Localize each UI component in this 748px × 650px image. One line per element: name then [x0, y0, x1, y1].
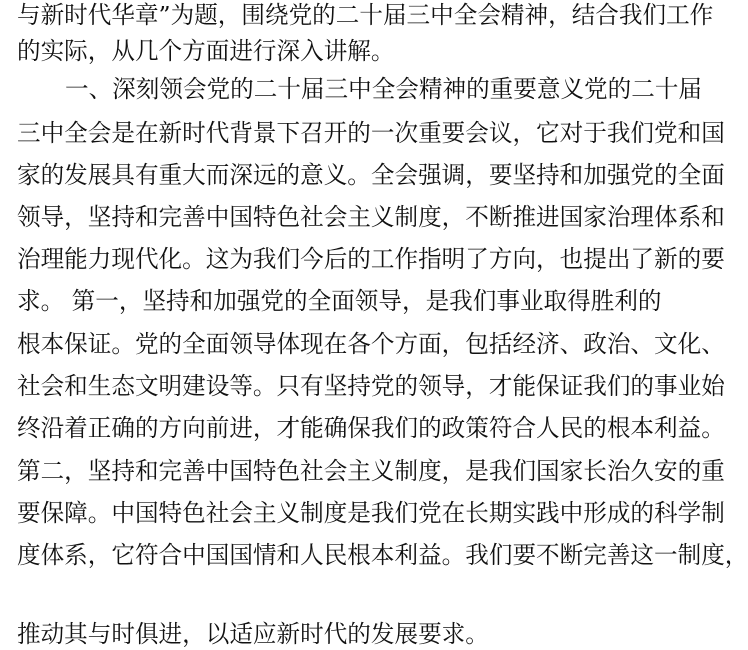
text-line: 三中全会是在新时代背景下召开的一次重要会议，它对于我们党和国 [17, 119, 725, 147]
text-line: 与新时代华章”为题，围绕党的二十届三中全会精神，结合我们工作 [17, 1, 714, 29]
paragraph-heading-line: 一、深刻领会党的二十届三中全会精神的重要意义党的二十届 [65, 75, 703, 103]
text-line: 第二，坚持和完善中国特色社会主义制度，是我们国家长治久安的重 [17, 457, 725, 485]
text-line: 的实际，从几个方面进行深入讲解。 [17, 37, 395, 65]
text-line: 根本保证。党的全面领导体现在各个方面，包括经济、政治、文化、 [17, 330, 725, 358]
text-line: 领导，坚持和完善中国特色社会主义制度，不断推进国家治理体系和 [17, 203, 725, 231]
text-line: 要保障。中国特色社会主义制度是我们党在长期实践中形成的科学制 [17, 499, 725, 527]
text-line: 推动其与时俱进，以适应新时代的发展要求。 [17, 620, 489, 648]
text-line: 家的发展具有重大而深远的意义。全会强调，要坚持和加强党的全面 [17, 161, 725, 189]
text-line: 终沿着正确的方向前进，才能确保我们的政策符合人民的根本利益。 [17, 414, 725, 442]
text-line: 社会和生态文明建设等。只有坚持党的领导，才能保证我们的事业始 [17, 372, 725, 400]
text-line: 求。 第一，坚持和加强党的全面领导，是我们事业取得胜利的 [17, 287, 662, 315]
text-line: 度体系，它符合中国国情和人民根本利益。我们要不断完善这一制度， [17, 541, 748, 569]
text-line: 治理能力现代化。这为我们今后的工作指明了方向，也提出了新的要 [17, 245, 725, 273]
